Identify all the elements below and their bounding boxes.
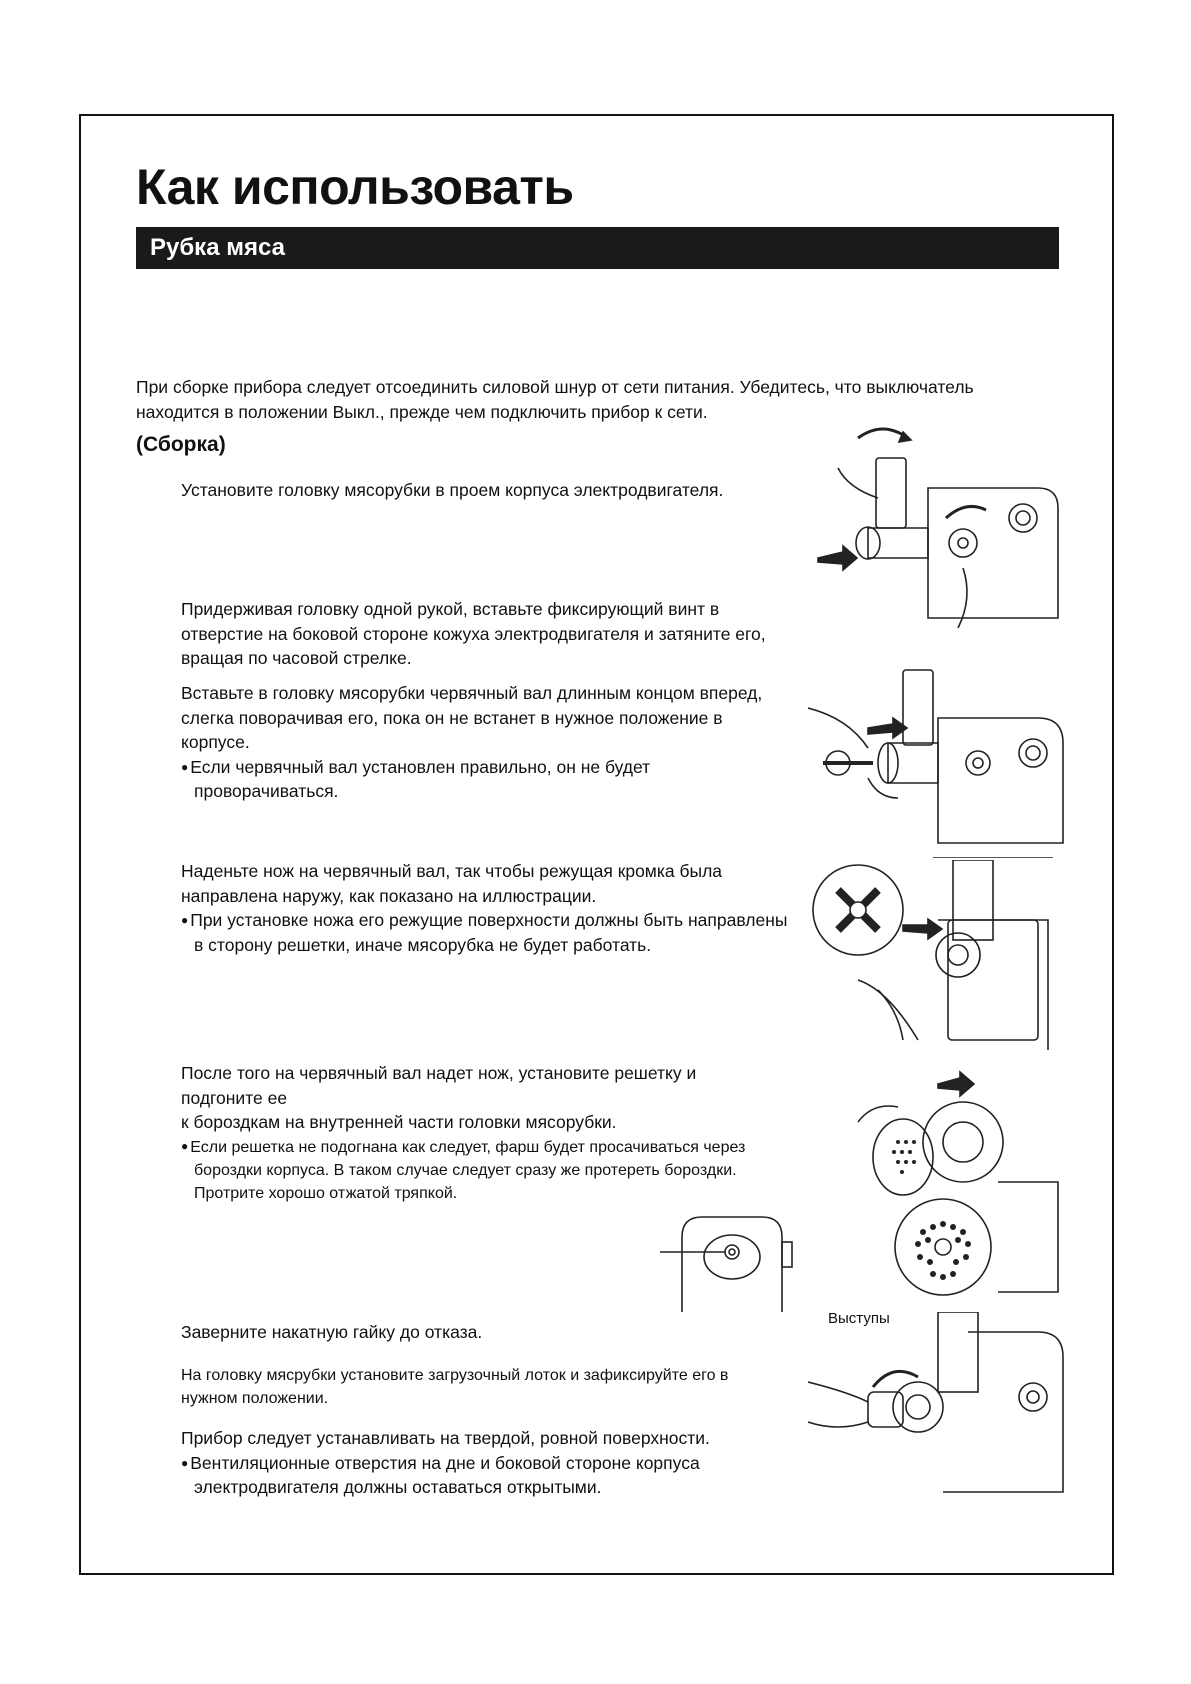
- step-note: ● При установке ножа его режущие поверхности должны быть направлены в сторону решетки, иначе мясорубка не будет работать.: [181, 908, 791, 957]
- illustration-grid-plate: [848, 1062, 1063, 1302]
- page-title: Как использовать: [136, 159, 574, 215]
- step-text: Придерживая головку одной рукой, вставьте фиксирующий винт в отверстие на боковой стороне кожуха электродвигателя и затяните его, вращая по часовой стрелке.: [181, 599, 766, 668]
- step-tray: [181, 1364, 781, 1410]
- step-text: Установите головку мясорубки в проем корпуса электродвигателя.: [181, 480, 724, 500]
- step-note-2: Протрите хорошо отжатой тряпкой.: [194, 1184, 458, 1202]
- intro-line-2: находится в положении Выкл., прежде чем подключить прибор к сети.: [136, 402, 708, 422]
- illustration-front-view: [660, 1212, 800, 1317]
- illustration-nut: [808, 1312, 1068, 1502]
- step-text-line: подгоните ее: [181, 1087, 288, 1108]
- illustration-knife: [808, 860, 1058, 1050]
- step-text-line: После того на червячный вал надет нож, установите решетку и: [181, 1063, 697, 1083]
- illustration-worm-shaft: [808, 668, 1068, 858]
- step-nut: [181, 1320, 801, 1345]
- step-text: Наденьте нож на червячный вал, так чтобы режущая кромка была направлена наружу, как показано на иллюстрации.: [181, 861, 723, 906]
- step-text: Вставьте в головку мясорубки червячный вал длинным концом вперед, слегка поворачивая его, пока он не встанет в нужное положение в корпусе.: [181, 683, 763, 752]
- step-grid: [181, 1061, 801, 1205]
- assembly-heading: (Сборка): [136, 433, 226, 456]
- illustration-install-head: [808, 418, 1068, 633]
- step-text: Заверните накатную гайку до отказа.: [181, 1322, 483, 1342]
- step-fixing-screw: [181, 597, 801, 671]
- step-surface: [181, 1426, 801, 1500]
- intro-line-1: При сборке прибора следует отсоединить силовой шнур от сети питания. Убедитесь, что выключатель: [136, 377, 974, 397]
- step-note: ● Вентиляционные отверстия на дне и боковой стороне корпуса электродвигателя должны оставаться открытыми.: [181, 1451, 801, 1500]
- step-note: ● Если решетка не подогнана как следует, фарш будет просачиваться через бороздки корпуса. В таком случае следует сразу же протереть бороздки.: [181, 1135, 801, 1182]
- step-note: ● Если червячный вал установлен правильно, он не будет проворачиваться.: [181, 755, 781, 804]
- step-knife: [181, 859, 791, 957]
- step-text-line: к бороздкам на внутренней части головки мясорубки.: [181, 1112, 617, 1132]
- figure-label-protrusions: Выступы: [828, 1310, 890, 1327]
- step-worm-shaft: [181, 681, 781, 804]
- step-text: Прибор следует устанавливать на твердой, ровной поверхности.: [181, 1428, 710, 1448]
- section-heading: Рубка мяса: [136, 227, 1059, 269]
- step-text: На головку мясрубки установите загрузочный лоток и зафиксируйте его в нужном положении.: [181, 1367, 729, 1407]
- step-install-head: [181, 478, 801, 503]
